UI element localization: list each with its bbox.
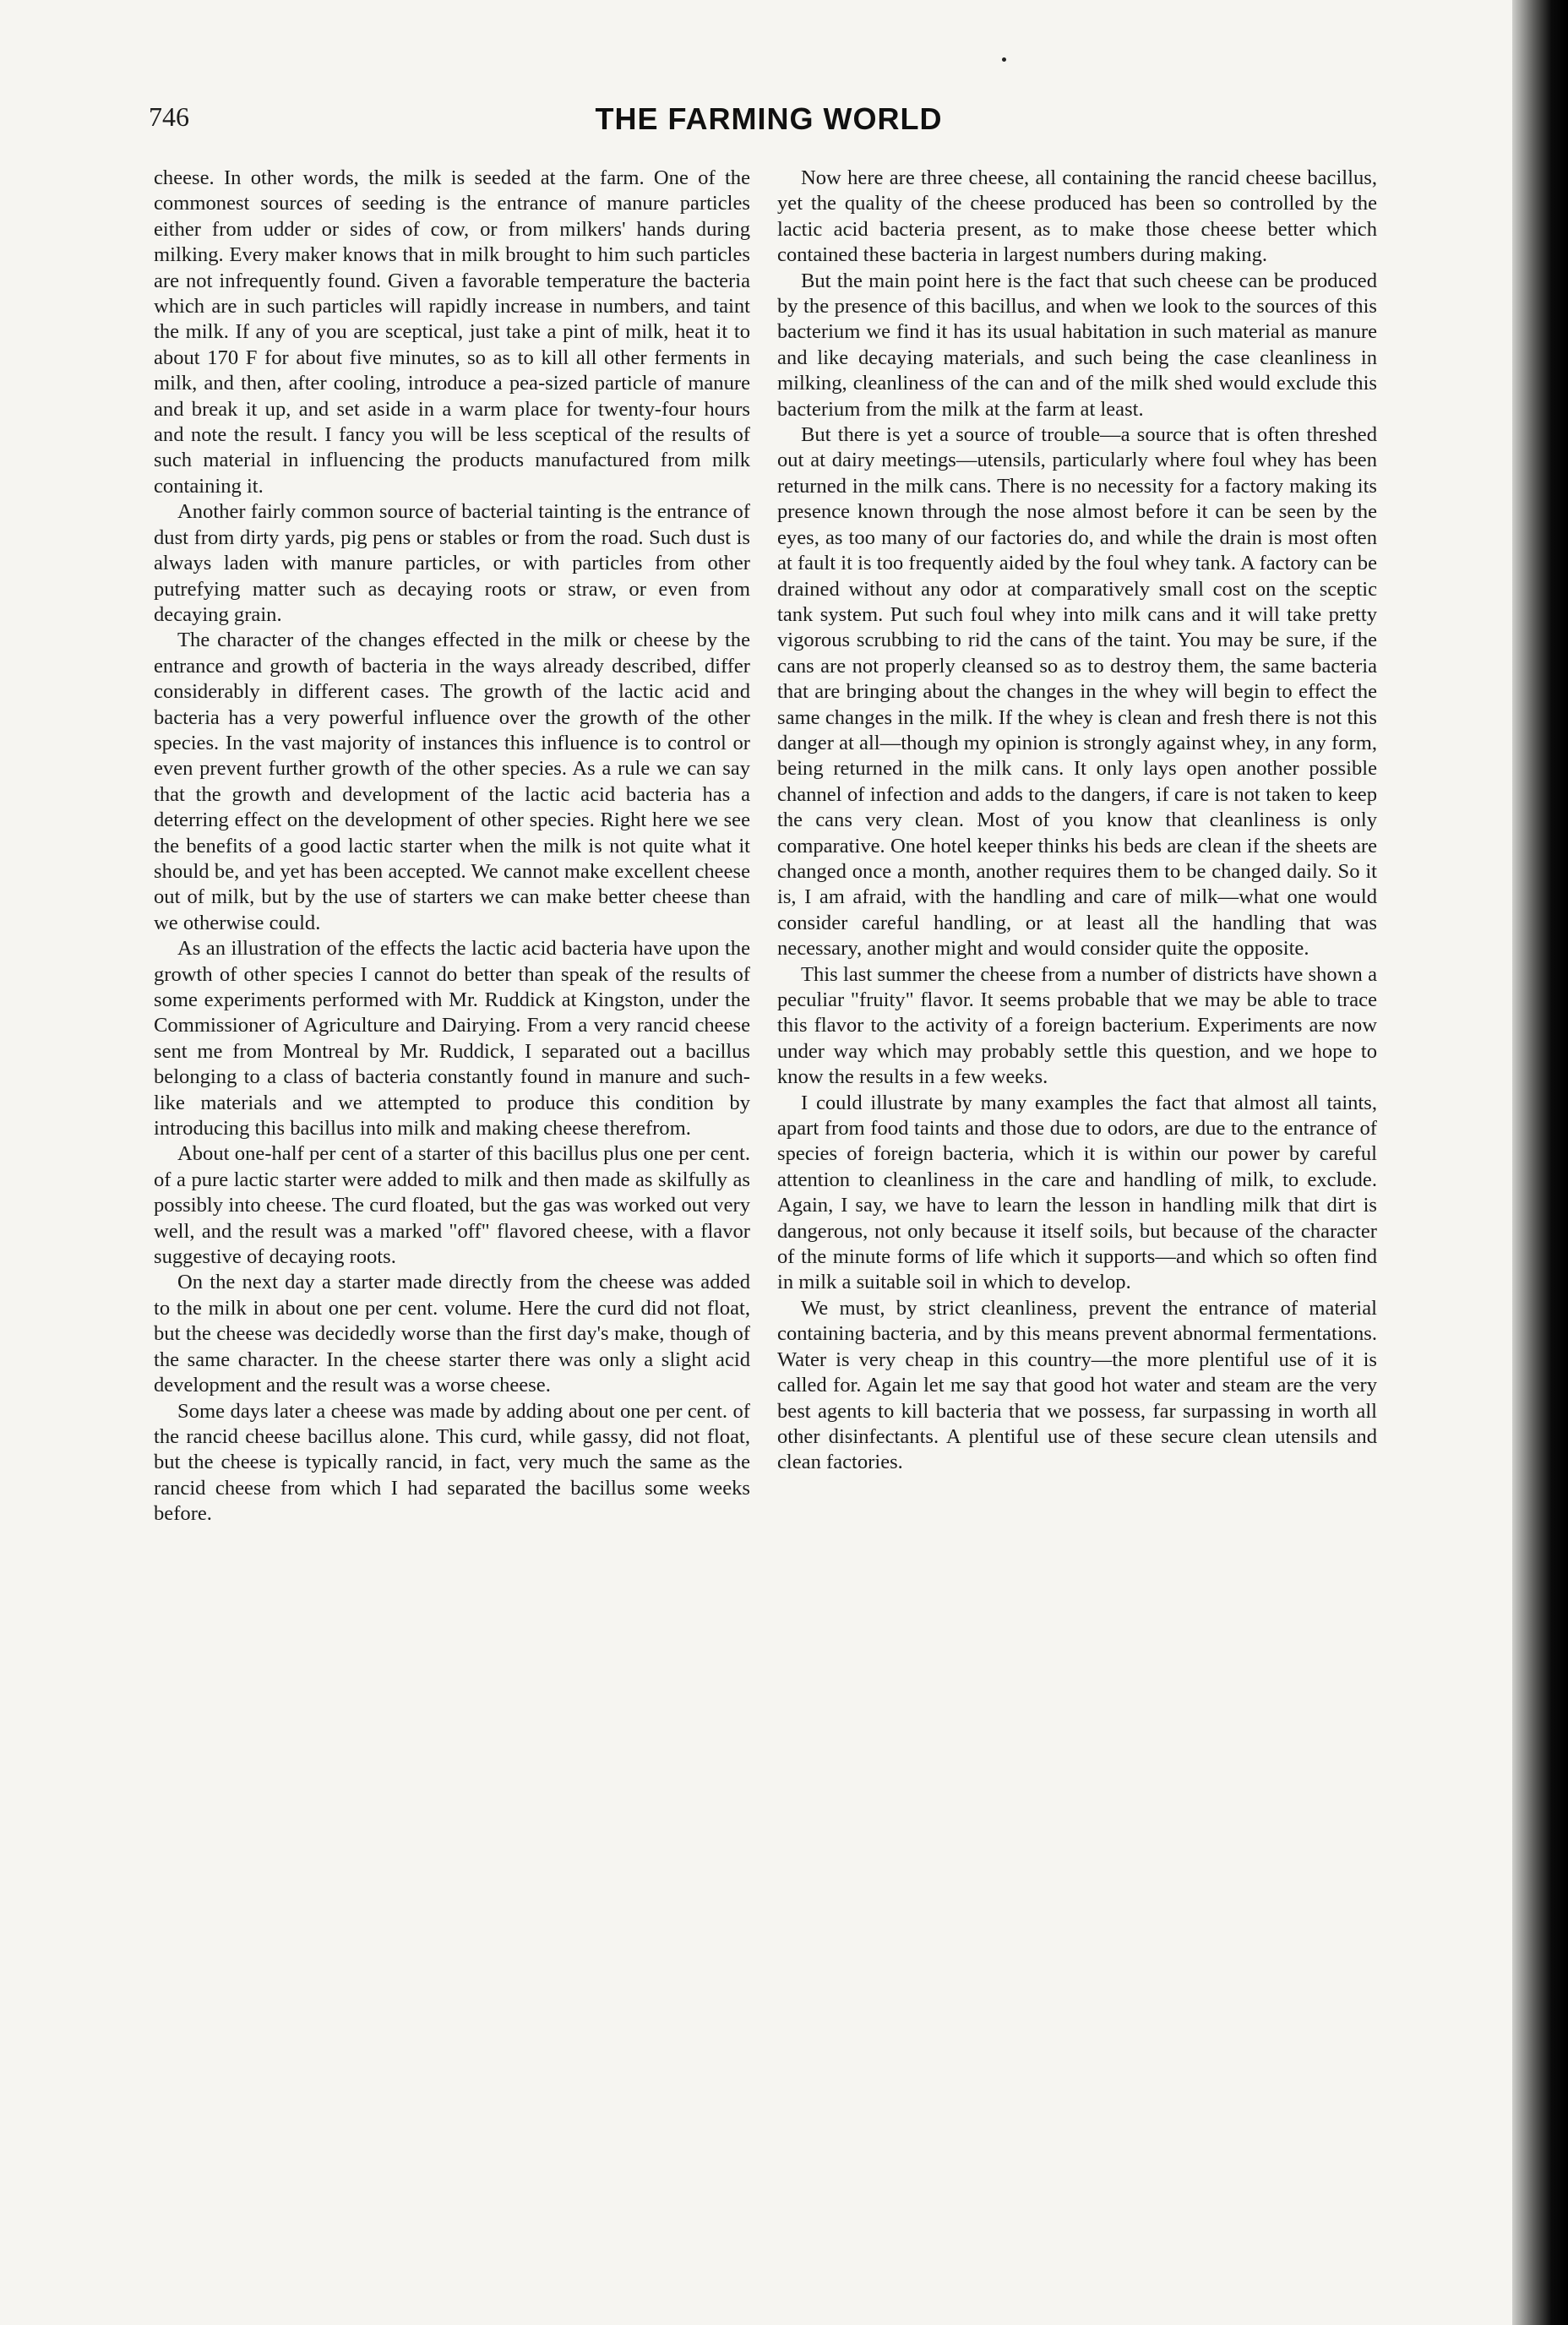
paragraph: This last summer the cheese from a number of districts have shown a peculiar "fruity" flavor. It seems probable that we may be able to trace this flavor to the activity of a foreign bacterium. Experiments are now under way which may probably settle this question, and we hope to know the results in a few weeks.: [777, 962, 1377, 1089]
right-column: [777, 166, 1377, 1476]
paragraph: On the next day a starter made directly from the cheese was added to the milk in about one per cent. volume. Here the curd did not float, but the cheese was decidedly worse than the first day's make, though of the same character. In the cheese starter there was only a slight acid development and the result was a worse cheese.: [154, 1271, 750, 1397]
paragraph: Another fairly common source of bacterial tainting is the entrance of dust from dirty yards, pig pens or stables or from the road. Such dust is always laden with manure particles, or with particles from other putrefying matter such as decaying roots or straw, or even from decaying grain.: [154, 500, 750, 626]
paragraph: As an illustration of the effects the lactic acid bacteria have upon the growth of other species I cannot do better than speak of the results of some experiments performed with Mr. Ruddick at Kingston, under the Commissioner of Agriculture and Dairying. From a very rancid cheese sent me from Montreal by Mr. Ruddick, I separated out a bacillus belonging to a class of bacteria constantly found in manure and such-like materials and we attempted to produce this condition by introducing this bacillus into milk and making cheese therefrom.: [154, 937, 750, 1141]
left-column: [154, 166, 750, 1527]
paragraph: But the main point here is the fact that such cheese can be produced by the presence of this bacillus, and when we look to the sources of this bacterium we find it has its usual habitation in such material as manure and like decaying materials, and such being the case cleanliness in milking, cleanliness of the can and of the milk shed would exclude this bacterium from the milk at the farm at least.: [777, 269, 1377, 421]
paragraph: We must, by strict cleanliness, prevent the entrance of material containing bacteria, and by this means prevent abnormal fermentations. Water is very cheap in this country—the more plentiful use of it is called for. Again let me say that good hot water and steam are the very best agents to kill bacteria that we possess, far surpassing in worth all other disinfectants. A plentiful use of these secure clean utensils and clean factories.: [777, 1296, 1377, 1474]
paragraph: About one-half per cent of a starter of this bacillus plus one per cent. of a pure lactic starter were added to milk and then made as skilfully as possibly into cheese. The curd floated, but the gas was worked out very well, and the result was a marked "off" flavored cheese, with a flavor suggestive of decaying roots.: [154, 1142, 750, 1269]
page-edge-shadow: [1512, 0, 1568, 2325]
paragraph: I could illustrate by many examples the fact that almost all taints, apart from food taints and those due to odors, are due to the entrance of species of foreign bacteria, which it is within our power by careful attention to cleanliness in the care and handling of milk, to exclude. Again, I say, we have to learn the lesson in handling milk that dirt is dangerous, not only because it itself soils, but because of the character of the minute forms of life which it supports—and which so often find in milk a suitable soil in which to develop.: [777, 1091, 1377, 1294]
running-title: THE FARMING WORLD: [595, 101, 943, 136]
page-number: 746: [149, 101, 189, 132]
paragraph: Now here are three cheese, all containing the rancid cheese bacillus, yet the quality of the cheese produced has been so controlled by the lactic acid bacteria present, as to make those cheese better which contained these bacteria in largest numbers during making.: [777, 166, 1377, 267]
paragraph: cheese. In other words, the milk is seeded at the farm. One of the commonest sources of seeding is the entrance of manure particles either from udder or sides of cow, or from milkers' hands during milking. Every maker knows that in milk brought to him such particles are not infrequently found. Given a favorable temperature the bacteria which are in such particles will rapidly increase in numbers, and taint the milk. If any of you are sceptical, just take a pint of milk, heat it to about 170 F for about five minutes, so as to kill all other ferments in milk, and then, after cooling, introduce a pea-sized particle of manure and break it up, and set aside in a warm place for twenty-four hours and note the result. I fancy you will be less sceptical of the results of such material in influencing the products manufactured from milk containing it.: [154, 166, 750, 498]
paragraph: The character of the changes effected in the milk or cheese by the entrance and growth of bacteria in the ways already described, differ considerably in different cases. The growth of the lactic acid and bacteria has a very powerful influence over the growth of the other species. In the vast majority of instances this influence is to control or even prevent further growth of the other species. As a rule we can say that the growth and development of the lactic acid bacteria has a deterring effect on the development of other species. Right here we see the benefits of a good lactic starter when the milk is not quite what it should be, and yet has been accepted. We cannot make excellent cheese out of milk, but by the use of starters we can make better cheese than we otherwise could.: [154, 629, 750, 934]
ink-speck: [1002, 57, 1006, 62]
paragraph: Some days later a cheese was made by adding about one per cent. of the rancid cheese bacillus alone. This curd, while gassy, did not float, but the cheese is typically rancid, in fact, very much the same as the rancid cheese from which I had separated the bacillus some weeks before.: [154, 1399, 750, 1526]
paragraph: But there is yet a source of trouble—a source that is often threshed out at dairy meetings—utensils, particularly where foul whey has been returned in the milk cans. There is no necessity for a factory making its presence known through the nose almost before it can be seen by the eyes, as too many of our factories do, and while the drain is most often at fault it is too frequently aided by the foul whey tank. A factory can be drained without any odor at comparatively small cost on the sceptic tank system. Put such foul whey into milk cans and it will take pretty vigorous scrubbing to rid the cans of the taint. You may be sure, if the cans are not properly cleansed so as to destroy them, the same bacteria that are bringing about the changes in the whey will begin to effect the same changes in the milk. If the whey is clean and fresh there is not this danger at all—though my opinion is strongly against whey, in any form, being returned in the milk cans. It only lays open another possible channel of infection and adds to the dangers, if care is not taken to keep the cans very clean. Most of you know that cleanliness is only comparative. One hotel keeper thinks his beds are clean if the sheets are changed once a month, another requires them to be changed daily. So it is, I am afraid, with the handling and care of milk—what one would consider careful handling, or at least all the handling that was necessary, another might and would consider quite the opposite.: [777, 423, 1377, 961]
